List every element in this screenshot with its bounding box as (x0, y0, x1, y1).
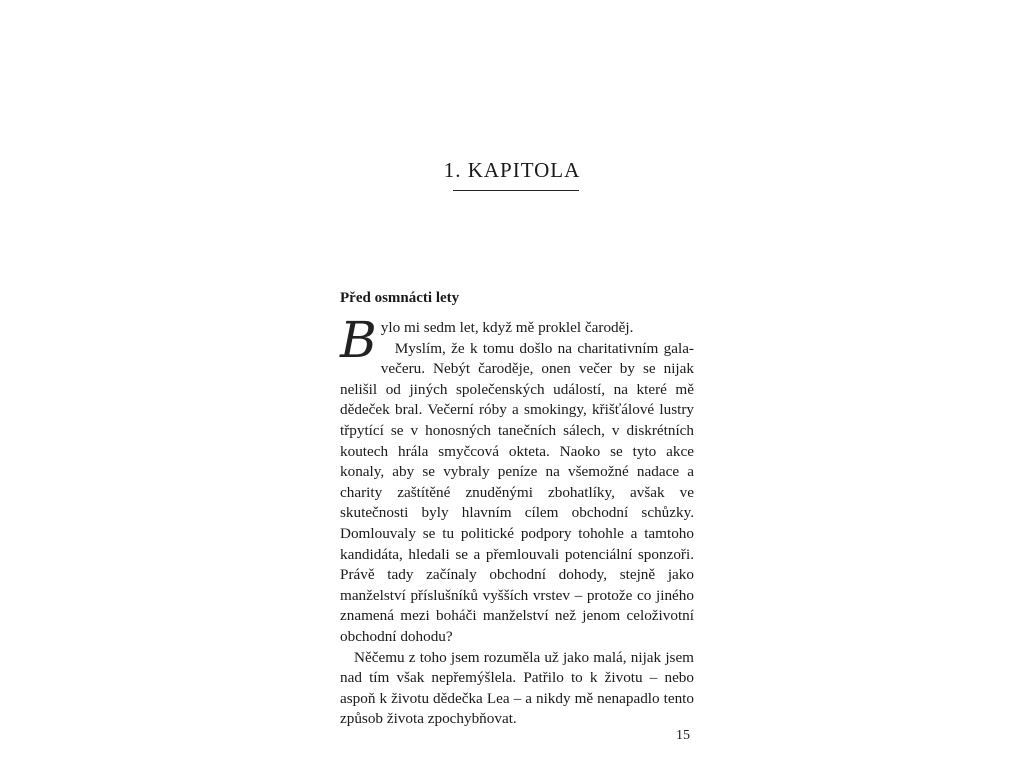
paragraph-line: nebo aspoň k životu dědečka Lea – a nikdy mě nenapadlo (340, 669, 694, 707)
paragraph-line: znamená mezi boháči manželství než jenom celoživotní (340, 607, 694, 625)
chapter-title: 1. KAPITOLA (443, 158, 581, 182)
paragraph-line: a charity zaštítěné znuděnými zbohatlíky, avšak (340, 463, 694, 501)
paragraph-2 (340, 339, 694, 648)
paragraph-line: kandidáta, hledali se a přemlouvali potenciální sponzoři. (340, 545, 694, 563)
paragraph-line: ve skutečnosti byly hlavním cílem obchodní schůzky. (340, 483, 694, 522)
paragraph-line: obchodní dohodu? (340, 627, 453, 645)
paragraph-line: od jiných společenských událostí, na které mě dědeček (340, 380, 694, 419)
paragraph-line: Domlouvaly se tu politické podpory tohohle a tamtoho (340, 524, 694, 542)
paragraph-line: bral. Večerní róby a smokingy, křišťálové lustry (394, 401, 694, 419)
paragraph-line: třpytící se v honosných tanečních sálech, v diskrétních (340, 421, 694, 439)
body-text (340, 311, 694, 730)
paragraph-line: manželství příslušníků vyšších vrstev – protože co jiného (340, 586, 694, 604)
paragraph-line: akce konaly, aby se vybraly peníze na všemožné nadace (340, 442, 694, 481)
paragraph-line: koutech hrála smyčcová okteta. Naoko se tyto (340, 442, 667, 460)
paragraph-3 (340, 648, 694, 730)
drop-cap: B (340, 311, 377, 369)
chapter-title-underline (453, 190, 579, 191)
paragraph-line: Právě tady začínaly obchodní dohody, stejně jako (340, 566, 694, 584)
paragraph-line: tento způsob života zpochybňovat. (340, 689, 694, 728)
section-heading: Před osmnácti lety (340, 290, 460, 306)
paragraph-line: ylo mi sedm let, když mě proklel čaroděj. (380, 319, 634, 336)
paragraph-line: Myslím, že k tomu došlo na charitativním gala- (394, 339, 694, 357)
paragraph-line: Něčemu z toho jsem rozuměla už jako malá, nijak (354, 648, 666, 666)
paragraph-line: večeru. Nebýt čaroděje, onen večer by se nijak nelišil (340, 360, 694, 398)
page-number: 15 (676, 728, 690, 743)
paragraph-line: jsem nad tím však nepřemýšlela. Patřilo to k životu – (340, 648, 694, 687)
